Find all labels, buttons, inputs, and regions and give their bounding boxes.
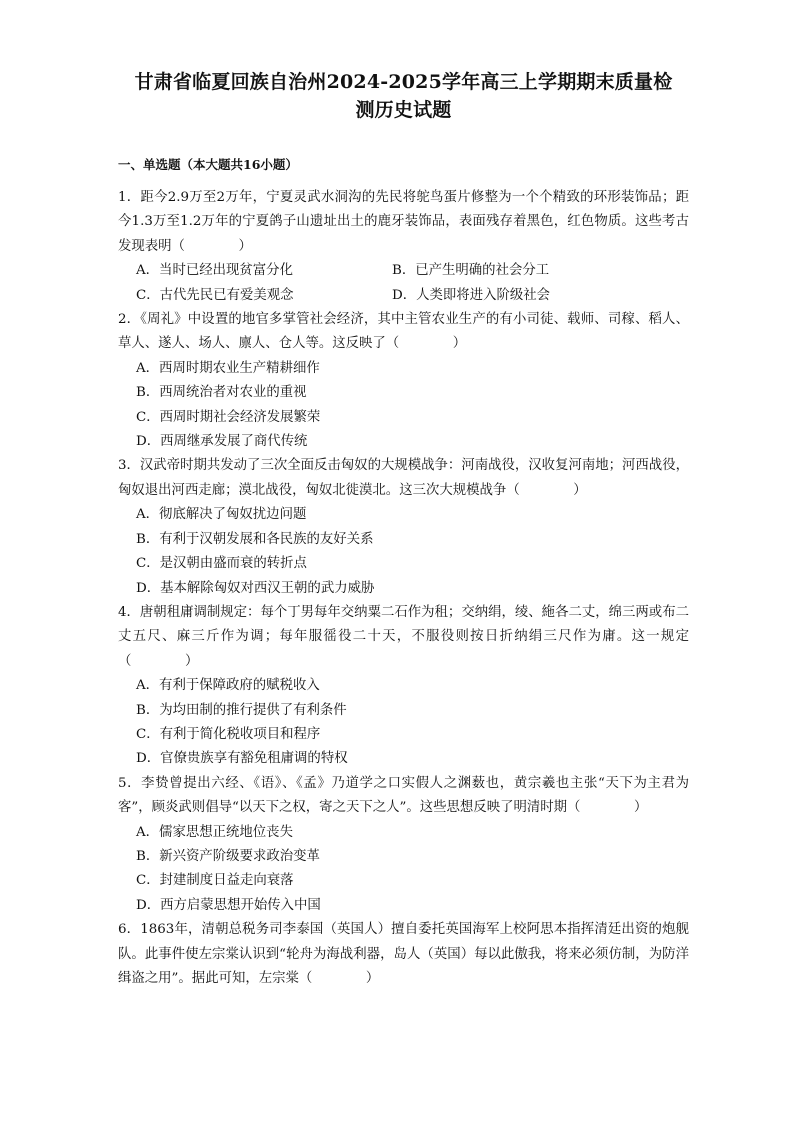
- question-stem: 3．汉武帝时期共发动了三次全面反击匈奴的大规模战争：河南战役，汉收复河南地；河西战役，匈奴退出河西走廊；漠北战役，匈奴北徙漠北。这三次大规模战争（ ）: [118, 458, 689, 498]
- option-b: B．已产生明确的社会分工: [392, 263, 550, 279]
- option-b: B．西周统治者对农业的重视: [136, 385, 307, 401]
- question-stem: 6．1863年，清朝总税务司李泰国（英国人）擅自委托英国海军上校阿思本指挥清廷出资的炮舰队。此事件使左宗棠认识到“轮舟为海战利器，岛人（英国）每以此傲我，将来必须仿制，为防洋缉盗之用”。据此可知，左宗棠（ ）: [118, 922, 689, 986]
- question-stem: 1．距今2.9万至2万年，宁夏灵武水洞沟的先民将鸵鸟蛋片修整为一个个精致的环形装饰品；距今1.3万至1.2万年的宁夏鸽子山遗址出土的鹿牙装饰品，表面残存着黑色，红色物质。这些考古发现表明（ ）: [118, 190, 689, 254]
- question-stem: 4．唐朝租庸调制规定：每个丁男每年交纳粟二石作为租；交纳绢，绫、絁各二丈，绵三两或布二丈五尺、麻三斤作为调；每年服徭役二十天，不服役则按日折纳绢三尺作为庸。这一规定（ ）: [118, 604, 689, 669]
- option-c: C．封建制度日益走向衰落: [136, 873, 294, 889]
- option-d: D．官僚贵族享有豁免租庸调的特权: [136, 751, 348, 767]
- question-list: [118, 186, 689, 991]
- question-3: [118, 454, 689, 600]
- option-a: A．彻底解决了匈奴扰边问题: [136, 507, 307, 523]
- question-stem: 5．李贽曾提出六经、《语》、《孟》乃道学之口实假人之渊薮也，黄宗羲也主张“天下为主君为客”，顾炎武则倡导“以天下之权，寄之天下之人”。这些思想反映了明清时期（ ）: [118, 775, 689, 816]
- option-d: D．人类即将进入阶级社会: [392, 287, 551, 303]
- question-5: [118, 772, 689, 918]
- option-b: B．新兴资产阶级要求政治变革: [136, 848, 320, 864]
- question-2: [118, 308, 689, 454]
- option-a: A．有利于保障政府的赋税收入: [136, 678, 320, 694]
- option-b: B．为均田制的推行提供了有利条件: [136, 702, 347, 718]
- option-d: D．西周继承发展了商代传统: [136, 434, 308, 450]
- option-d: D．基本解除匈奴对西汉王朝的武力威胁: [136, 580, 375, 596]
- option-a: A．西周时期农业生产精耕细作: [136, 360, 320, 376]
- question-4: [118, 601, 689, 772]
- option-c: C．是汉朝由盛而衰的转折点: [136, 556, 307, 572]
- option-d: D．西方启蒙思想开始传入中国: [136, 897, 321, 913]
- section-heading: 一、单选题（本大题共16小题）: [118, 157, 298, 172]
- document-title: 甘肃省临夏回族自治州2024-2025学年高三上学期期末质量检测历史试题: [134, 71, 673, 121]
- option-c: C．古代先民已有爱美观念: [136, 287, 294, 303]
- option-c: C．有利于简化税收项目和程序: [136, 726, 321, 742]
- options-row: [118, 284, 689, 308]
- question-6: [118, 918, 689, 991]
- option-b: B．有利于汉朝发展和各民族的友好关系: [136, 531, 374, 547]
- option-a: A．儒家思想正统地位丧失: [136, 824, 293, 840]
- option-a: A．当时已经出现贫富分化: [136, 263, 293, 279]
- question-stem: 2．《周礼》中设置的地官多掌管社会经济，其中主管农业生产的有小司徒、载师、司稼、稻人、草人、遂人、场人、廪人、仓人等。这反映了（ ）: [118, 312, 689, 352]
- question-1: [118, 186, 689, 308]
- option-c: C．西周时期社会经济发展繁荣: [136, 409, 321, 425]
- options-row: [118, 259, 689, 283]
